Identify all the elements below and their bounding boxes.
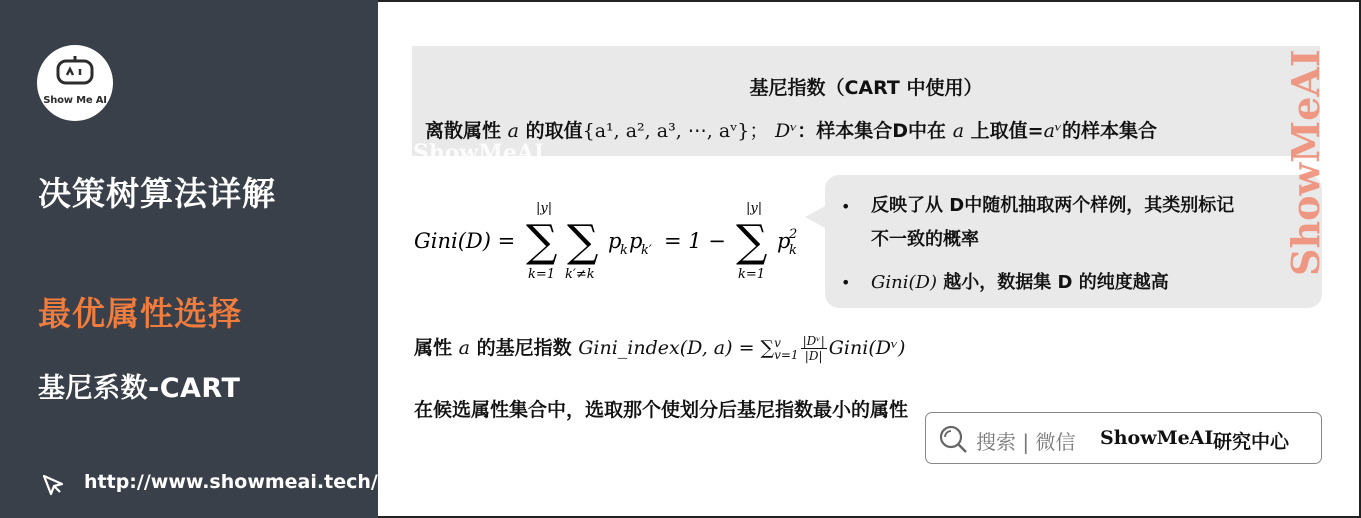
gini-formula <box>412 190 812 285</box>
search-brand: ShowMeAI <box>1100 427 1214 449</box>
math-var: a <box>507 120 519 142</box>
wechat-search-box[interactable] <box>925 412 1322 464</box>
math-var: a <box>458 337 470 359</box>
formula-eq2: = 1 − <box>664 229 726 253</box>
prob-sub: k <box>620 243 628 258</box>
math-formula: Gini(Dᵛ) <box>828 337 906 359</box>
math-var: aᵛ <box>1043 120 1062 142</box>
prob-term: p <box>777 229 791 253</box>
watermark-text: ShowMeAI <box>1283 49 1328 276</box>
bullet-text: 反映了从 D中随机抽取两个样例，其类别标记 <box>871 195 1235 216</box>
formula-lhs: Gini(D) = <box>414 229 516 253</box>
text-segment: 的样本集合 <box>1061 120 1157 142</box>
math-var: Dᵛ <box>774 120 798 142</box>
search-label: 搜索 | 微信 <box>976 430 1076 454</box>
bullet-1 <box>871 189 1234 257</box>
text-segment: ：样本集合D中在 <box>797 120 947 142</box>
conclusion-text: 在候选属性集合中，选取那个使划分后基尼指数最小的属性 <box>414 399 909 421</box>
bullet-2 <box>871 266 1169 300</box>
watermark-small: ShowMeAI <box>413 140 545 166</box>
search-suffix: 研究中心 <box>1213 431 1290 453</box>
prob-sub: k <box>789 243 797 258</box>
sidebar <box>0 0 378 518</box>
sum-limits <box>774 337 798 361</box>
sum-lower-limit: k=1 <box>528 267 556 282</box>
sum-symbol: ∑ <box>567 216 599 267</box>
bullet-text: 越小，数据集 D 的纯度越高 <box>936 272 1169 293</box>
text-segment: 的基尼指数 <box>476 337 572 359</box>
sum-symbol: ∑ <box>526 216 558 267</box>
math-var: a <box>952 120 965 142</box>
fraction-numerator: |Dᵛ| <box>802 334 825 348</box>
definition-title: 基尼指数（CART 中使用） <box>749 77 983 99</box>
logo-text: Show Me AI <box>43 95 107 106</box>
sum-lower-limit: k′≠k <box>565 267 595 282</box>
math-set: {a¹, a², a³, ⋯, aᵛ}； <box>582 120 769 142</box>
fraction-denominator: |D| <box>804 349 823 363</box>
discrete-attribute-line <box>425 116 1157 143</box>
prob-term: p <box>608 229 622 253</box>
robot-face-icon <box>56 59 94 87</box>
fraction <box>801 334 827 363</box>
text-segment: 属性 <box>414 337 453 359</box>
cursor-click-icon <box>38 470 68 500</box>
callout-box <box>825 175 1322 308</box>
watermark-vertical <box>1283 40 1328 280</box>
search-icon <box>938 424 968 454</box>
lecture-title: 决策树算法详解 <box>38 174 276 213</box>
text-segment: 离散属性 <box>425 120 502 142</box>
math-formula: Gini_index(D, a) = ∑ <box>578 337 775 359</box>
math-var: Gini(D) <box>871 272 937 293</box>
showmeai-logo <box>37 45 113 121</box>
subsection-heading: 基尼系数-CART <box>38 373 241 404</box>
section-heading: 最优属性选择 <box>38 294 242 333</box>
callout-pointer <box>805 205 827 229</box>
sum-sub: v=1 <box>774 347 799 362</box>
sum-lower-limit: k=1 <box>738 267 766 282</box>
bullet-dot: • <box>841 197 851 216</box>
text-segment: 的取值 <box>525 120 583 142</box>
website-link[interactable]: http://www.showmeai.tech/ <box>84 471 378 493</box>
bullet-dot: • <box>841 273 851 292</box>
prob-sub: k′ <box>641 243 652 258</box>
sum-symbol: ∑ <box>736 216 768 267</box>
bullet-text: 不一致的概率 <box>871 229 979 250</box>
prob-term: p <box>629 229 643 253</box>
sum-upper-limit: |y| <box>746 201 763 216</box>
text-segment: 上取值= <box>970 120 1044 142</box>
sum-sup: v <box>774 335 781 350</box>
prob-sup: 2 <box>789 227 798 242</box>
attribute-gini-line <box>414 333 905 363</box>
sum-upper-limit: |y| <box>536 201 553 216</box>
